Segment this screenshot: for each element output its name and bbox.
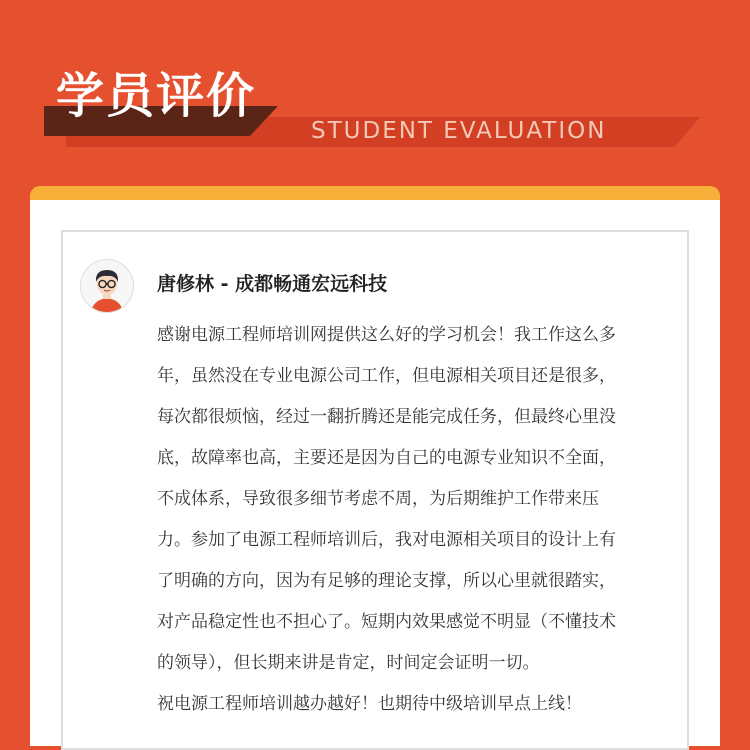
review-line: 的领导），但长期来讲是肯定，时间定会证明一切。 — [157, 653, 540, 673]
review-line: 力。参加了电源工程师培训后，我对电源相关项目的设计上有 — [157, 530, 616, 550]
review-line: 不成体系，导致很多细节考虑不周，为后期维护工作带来压 — [157, 489, 599, 509]
review-line: 对产品稳定性也不担心了。短期内效果感觉不明显（不懂技术 — [157, 612, 616, 632]
review-line: 了明确的方向，因为有足够的理论支撑，所以心里就很踏实， — [157, 571, 616, 591]
section-title: 学员评价 — [56, 68, 257, 124]
reviewer-avatar — [80, 259, 134, 313]
section-subtitle: STUDENT EVALUATION — [311, 118, 607, 144]
review-line: 每次都很烦恼，经过一翻折腾还是能完成任务，但最终心里没 — [157, 407, 616, 427]
review-line: 年，虽然没在专业电源公司工作，但电源相关项目还是很多， — [157, 366, 616, 386]
review-line: 感谢电源工程师培训网提供这么好的学习机会！我工作这么多 — [157, 325, 616, 345]
review-line: 底，故障率也高，主要还是因为自己的电源专业知识不全面， — [157, 448, 616, 468]
reviewer-name: 唐修林 - 成都畅通宏远科技 — [157, 273, 388, 295]
review-line: 祝电源工程师培训越办越好！也期待中级培训早点上线！ — [157, 694, 582, 714]
review-text — [157, 315, 657, 725]
person-avatar-icon — [81, 260, 133, 312]
